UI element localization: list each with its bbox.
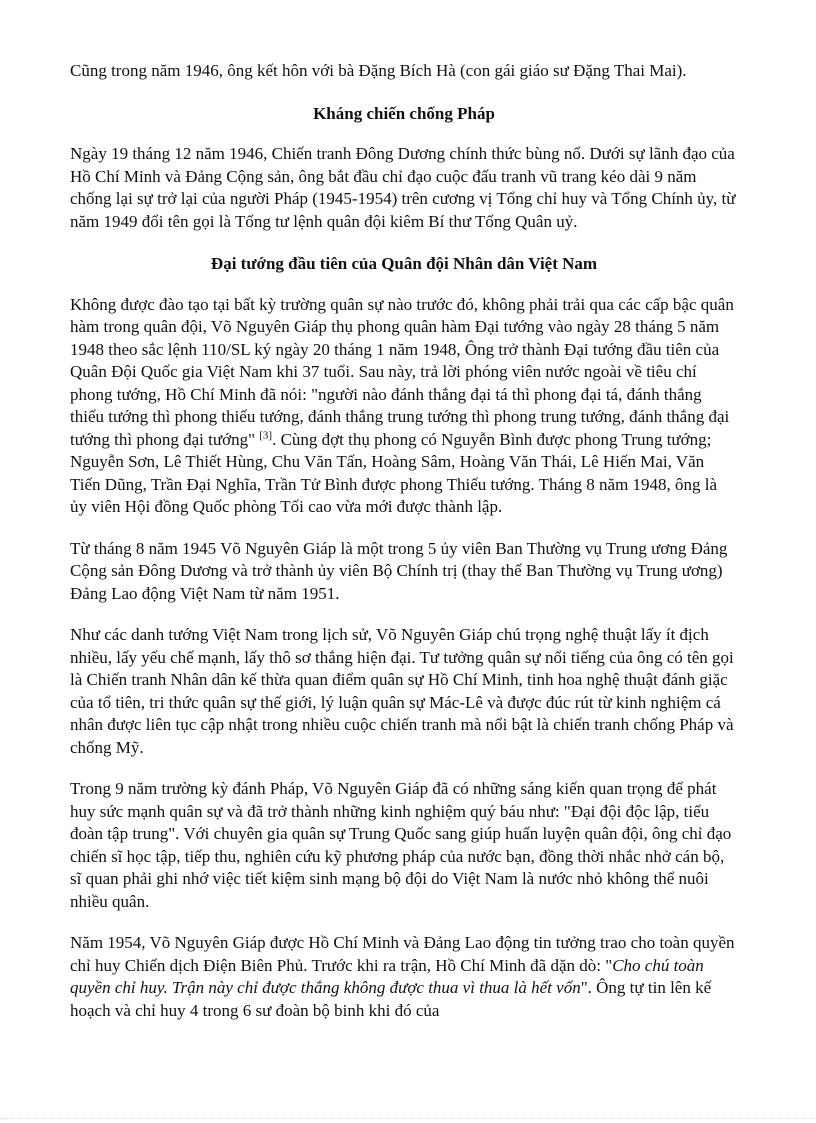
dien-bien-phu-text-a: Năm 1954, Võ Nguyên Giáp được Hồ Chí Minh và Đảng Lao động tin tưởng trao cho toàn quyền chỉ huy Chiến dịch Điện Biên Phủ. Trước khi ra trận, Hồ Chí Minh đã dặn dò: " — [70, 933, 735, 975]
ho-chi-minh-quote: Cho chú toàn quyền chỉ huy. Trận này chỉ được thắng không được thua vì thua là hết vốn — [70, 955, 704, 997]
reference-link[interactable]: [3] — [259, 428, 273, 441]
paragraph-marriage: Cũng trong năm 1946, ông kết hôn với bà Đặng Bích Hà (con gái giáo sư Đặng Thai Mai). — [70, 61, 687, 80]
paragraph-nine-years: Trong 9 năm trường kỳ đánh Pháp, Võ Nguyên Giáp đã có những sáng kiến quan trọng để phát huy sức mạnh quân sự và đã trở thành những kinh nghiệm quý báu như: "Đại đội độc lập, tiểu đoàn tập trung". Với chuyên gia quân sự Trung Quốc sang giúp huấn luyện quân đội, ông chỉ đạo chiến sĩ học tập, tiếp thu, nghiên cứu kỹ phương pháp của nước bạn, đồng thời nhắc nhở cán bộ, sĩ quan phải ghi nhớ việc tiết kiệm sinh mạng bộ đội do Việt Nam là nước nhỏ không thể nuôi nhiều quân. — [70, 779, 732, 911]
general-rank-text-a: Không được đào tạo tại bất kỳ trường quân sự nào trước đó, không phải trải qua các cấp bậc quân hàm trong quân đội, Võ Nguyên Giáp thụ phong quân hàm Đại tướng vào ngày 28 tháng 5 năm 1948 theo sắc lệnh 110/SL ký ngày 20 tháng 1 năm 1948, Ông trở thành Đại tướng đầu tiên của Quân Đội Quốc gia Việt Nam khi 37 tuổi. Sau này, trả lời phóng viên nước ngoài về tiêu chí phong tướng, Hồ Chí Minh đã nói: "người nào đánh thắng đại tá thì phong đại tá, đánh thắng thiếu tướng thì phong thiếu tướng, đánh thắng trung tướng thì phong trung tướng, đánh thắng đại tướng thì phong đại tướng" — [70, 294, 734, 449]
page-bottom-divider — [0, 1118, 816, 1119]
document-page — [70, 60, 738, 1022]
dien-bien-phu-text-b: ". Ông tự tin lên kế hoạch và chỉ huy 4 trong 6 sư đoàn bộ binh khi đó của — [70, 978, 712, 1020]
heading-first-general: Đại tướng đầu tiên của Quân đội Nhân dân Việt Nam — [210, 254, 598, 273]
heading-resistance-france: Kháng chiến chống Pháp — [313, 103, 495, 123]
paragraph-dien-bien-phu — [70, 932, 738, 1022]
general-rank-text-b: . Cùng đợt thụ phong có Nguyễn Bình được phong Trung tướng; Nguyễn Sơn, Lê Thiết Hùng, Chu Văn Tấn, Hoàng Sâm, Hoàng Văn Thái, Lê Hiến Mai, Văn Tiến Dũng, Trần Đại Nghĩa, Trần Tử Bình được phong Thiếu tướng. Tháng 8 năm 1948, ông là ủy viên Hội đồng Quốc phòng Tối cao vừa mới được thành lập. — [70, 429, 718, 516]
paragraph-general-rank — [70, 294, 738, 519]
paragraph-military-thought: Như các danh tướng Việt Nam trong lịch sử, Võ Nguyên Giáp chú trọng nghệ thuật lấy ít địch nhiều, lấy yếu chế mạnh, lấy thô sơ thắng hiện đại. Tư tưởng quân sự nổi tiếng của ông có tên gọi là Chiến tranh Nhân dân kế thừa quan điểm quân sự Hồ Chí Minh, tinh hoa nghệ thuật đánh giặc của tổ tiên, tri thức quân sự thế giới, lý luận quân sự Mác-Lê và được đúc rút từ kinh nghiệm cá nhân được liên tục cập nhật trong nhiều cuộc chiến tranh mà nổi bật là chiến tranh chống Pháp và chống Mỹ. — [70, 625, 734, 757]
paragraph-indochina-war: Ngày 19 tháng 12 năm 1946, Chiến tranh Đông Dương chính thức bùng nổ. Dưới sự lãnh đạo của Hồ Chí Minh và Đảng Cộng sản, ông bắt đầu chỉ đạo cuộc đấu tranh vũ trang kéo dài 9 năm chống lại sự trở lại của người Pháp (1945-1954) trên cương vị Tổng chỉ huy và Tổng Chính ủy, từ năm 1949 đổi tên gọi là Tổng tư lệnh quân đội kiêm Bí thư Tổng Quân uỷ. — [70, 144, 736, 231]
paragraph-politburo: Từ tháng 8 năm 1945 Võ Nguyên Giáp là một trong 5 ủy viên Ban Thường vụ Trung ương Đảng Cộng sản Đông Dương và trở thành ủy viên Bộ Chính trị (thay thế Ban Thường vụ Trung ương) Đảng Lao động Việt Nam từ năm 1951. — [70, 538, 728, 603]
